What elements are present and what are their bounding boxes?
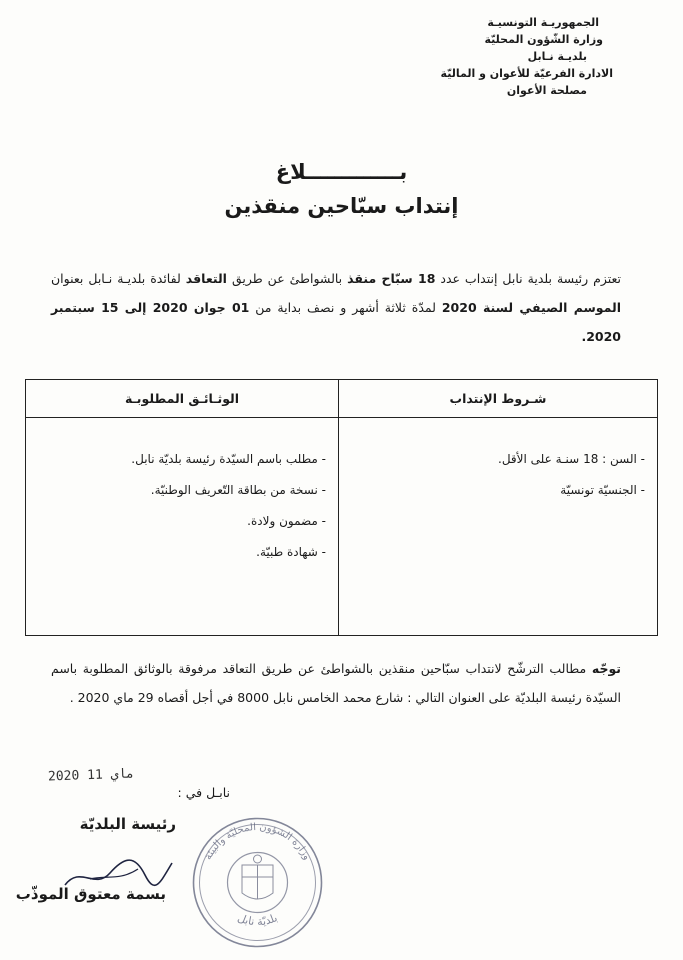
- header-ministry: وزارة الشّؤون المحليّة: [484, 33, 603, 46]
- p1-season: الموسم الصيفي لسنة 2020: [441, 300, 622, 315]
- place-date-label: نابـل في :: [177, 785, 230, 800]
- document-item: - نسخة من بطاقة التّعريف الوطنيّة.: [150, 483, 326, 497]
- p1-text-c: بالشواطئ عن طريق: [226, 271, 348, 286]
- letterhead: [373, 14, 613, 99]
- header-service: مصلحة الأعوان: [506, 84, 587, 97]
- condition-item: - الجنسيّة تونسيّة: [560, 483, 645, 497]
- documents-cell: [26, 418, 339, 636]
- official-seal: [190, 815, 325, 950]
- p1-count: 18 سبّاح منقذ: [347, 271, 436, 286]
- seal-bottom-text: بلديّة نابل: [235, 911, 280, 929]
- header-municipality: بلديـة نـابل: [527, 50, 587, 63]
- announcement-paragraph: [51, 264, 621, 351]
- col-header-conditions: شـروط الإنتداب: [339, 380, 658, 418]
- document-item: - مطلب باسم السيّدة رئيسة بلديّة نابل.: [131, 452, 326, 466]
- p1-text-e: لفائدة بلديـة نـابل بعنوان: [51, 271, 186, 286]
- p1-text-a: تعتزم رئيسة بلدية نابل إنتداب عدد: [435, 271, 621, 286]
- svg-text:وزارة الشؤون المحليّة والبيئة: [203, 822, 313, 862]
- submission-lead: توجّه: [591, 661, 621, 676]
- document-item: - شهادة طبيّة.: [256, 545, 326, 559]
- signatory-name: بسمة معتوق الموذّب: [15, 885, 166, 903]
- date-stamp: 2020 ماي 11: [47, 766, 135, 785]
- title-subject: إنتداب سبّاحين منقذين: [224, 194, 459, 218]
- p1-contract: التعاقد: [185, 271, 227, 286]
- svg-text:بلديّة نابل: [236, 911, 280, 928]
- submission-paragraph: [51, 654, 621, 712]
- seal-text: وزارة الشؤون المحليّة والبيئة: [202, 821, 313, 862]
- condition-item: - السن : 18 سنـة على الأقل.: [498, 452, 645, 466]
- seal-graphic: [190, 815, 325, 950]
- coat-of-arms-icon: [242, 855, 273, 899]
- conditions-cell: [339, 418, 658, 636]
- submission-text: مطالب الترشّح لانتداب سبّاحين منقذين بالشواطئ عن طريق التعاقد مرفوقة بالوثائق المطلوبة باسم السيّدة رئيسة البلديّة على العنوان التالي : شارع محمد الخامس نابل 8000 في أجل أقصاه 29 ماي 2020 .: [51, 661, 621, 705]
- p1-text-g: لمدّة ثلاثة أشهر و نصف بداية من: [249, 300, 442, 315]
- document-item: - مضمون ولادة.: [247, 514, 326, 528]
- handwritten-signature: [60, 845, 175, 895]
- signature-graphic: [60, 845, 175, 895]
- announcement-title: [0, 155, 683, 223]
- header-department: الادارة الفرعيّة للأعوان و الماليّة: [440, 67, 613, 80]
- col-header-documents: الوثـائـق المطلوبـة: [26, 380, 339, 418]
- signatory-role: رئيسة البلديّة: [79, 815, 176, 833]
- header-republic: الجمهوريـة التونسيـة: [487, 16, 599, 29]
- requirements-table: [25, 379, 658, 636]
- title-notice: بـــــــــــــلاغ: [275, 160, 408, 184]
- p1-dates: 01 جوان 2020 إلى 15 سبتمبر 2020.: [51, 300, 621, 344]
